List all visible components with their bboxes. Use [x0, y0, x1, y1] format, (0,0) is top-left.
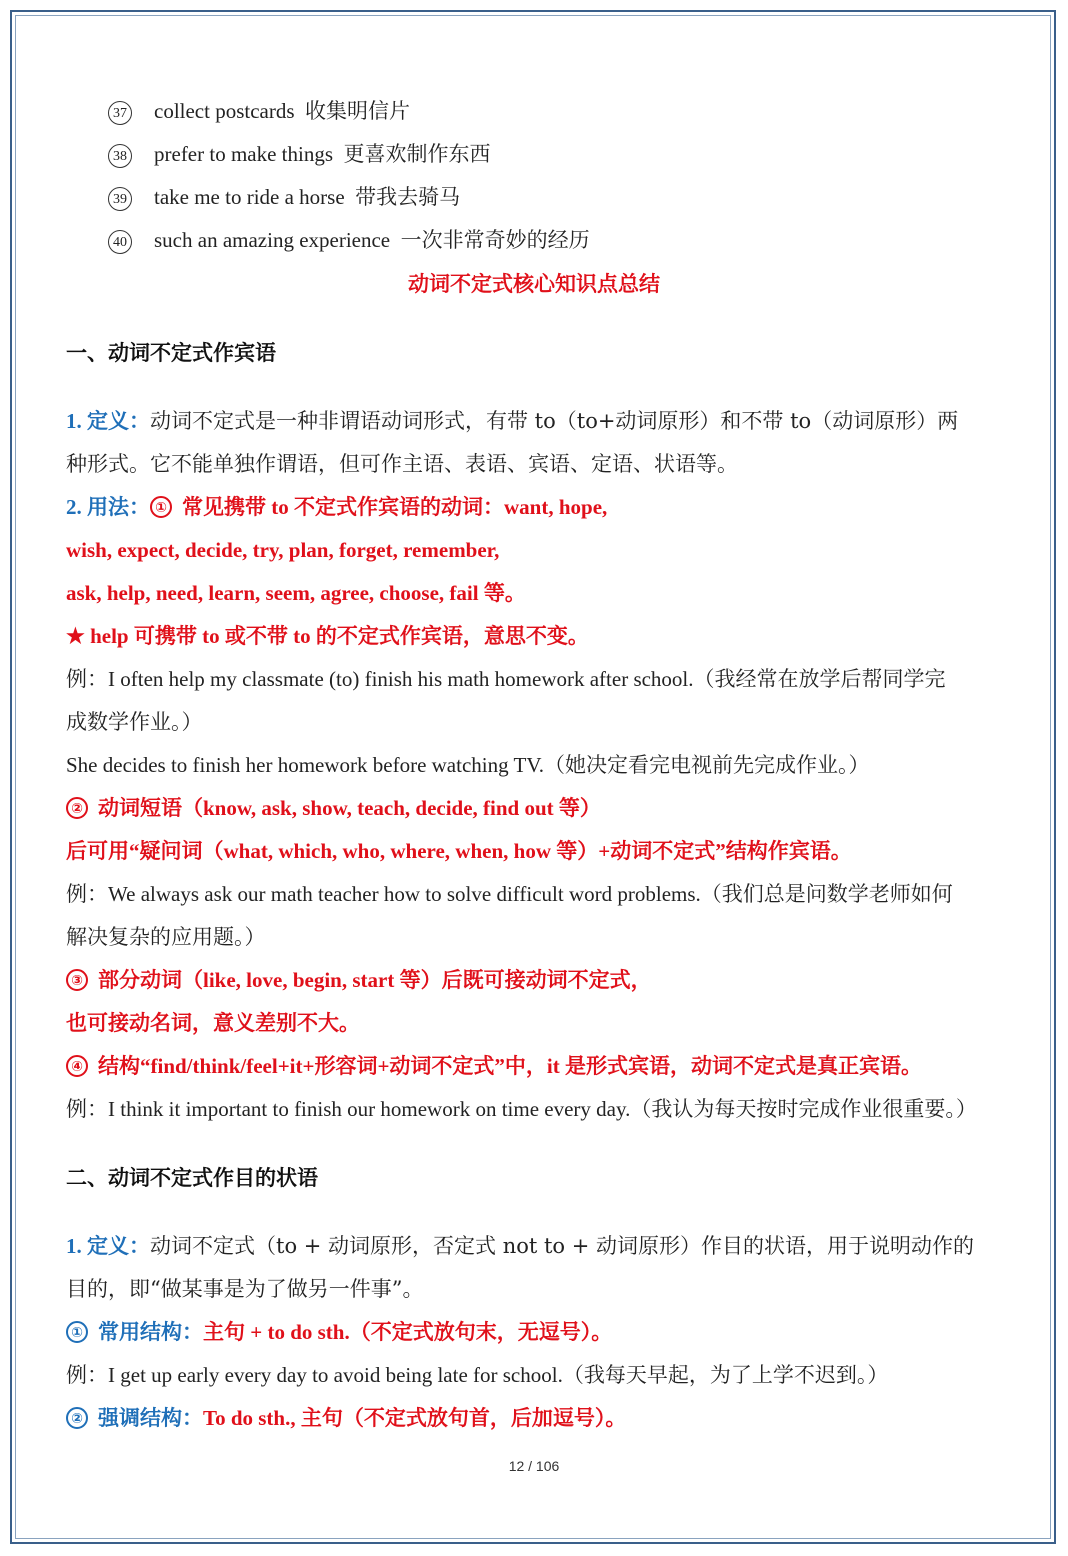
structure-text: 主句 + to do sth.（不定式放句末，无逗号）。 [203, 1320, 613, 1344]
definition-text: 动词不定式是一种非谓语动词形式，有带 to（to+动词原形）和不带 to（动词原形）两 [150, 409, 959, 433]
circled-number: ④ [66, 1055, 88, 1077]
vocab-en: prefer to make things [154, 142, 334, 166]
example-line: 例：I think it important to finish our homework on time every day.（我认为每天按时完成作业很重要。） [66, 1097, 977, 1121]
page-number: 12 / 106 [508, 1458, 560, 1474]
circled-number: ① [66, 1321, 88, 1343]
vocab-item [108, 182, 460, 212]
item-number: 38 [108, 144, 132, 168]
vocab-zh: 带我去骑马 [355, 185, 461, 209]
example-line: 成数学作业。） [66, 710, 203, 734]
structure-text: To do sth., 主句（不定式放句首，后加逗号）。 [203, 1406, 627, 1430]
item-number: 39 [108, 187, 132, 211]
circled-number: ② [66, 797, 88, 819]
item-number: 40 [108, 230, 132, 254]
usage-line [66, 492, 607, 522]
example-line: 例：We always ask our math teacher how to solve difficult word problems.（我们总是问数学老师如何 [66, 882, 953, 906]
structure-label: 强调结构： [98, 1406, 203, 1430]
page-title: 动词不定式核心知识点总结 [408, 272, 660, 296]
usage-text: wish, expect, decide, try, plan, forget, remember, [66, 538, 500, 562]
usage-text: 动词短语（know, ask, show, teach, decide, find out 等） [98, 796, 601, 820]
vocab-zh: 一次非常奇妙的经历 [400, 228, 590, 252]
vocab-item [108, 139, 491, 169]
usage-label: 2. 用法： [66, 495, 150, 519]
usage-text: ask, help, need, learn, seem, agree, choose, fail 等。 [66, 581, 526, 605]
section-heading: 一、动词不定式作宾语 [66, 341, 276, 365]
structure-line [66, 1403, 626, 1433]
usage-text: 部分动词（like, love, begin, start 等）后既可接动词不定式， [98, 968, 652, 992]
section-heading: 二、动词不定式作目的状语 [66, 1166, 318, 1190]
example-line: 例：I get up early every day to avoid being late for school.（我每天早起，为了上学不迟到。） [66, 1363, 889, 1387]
definition-text: 动词不定式（to + 动词原形，否定式 not to + 动词原形）作目的状语，用于说明动作的 [150, 1234, 975, 1258]
vocab-zh: 更喜欢制作东西 [343, 142, 491, 166]
circled-number: ① [150, 496, 172, 518]
star-note: ★ help 可携带 to 或不带 to 的不定式作宾语，意思不变。 [66, 624, 589, 648]
definition-text: 目的，即“做某事是为了做另一件事”。 [66, 1277, 424, 1301]
vocab-en: such an amazing experience [154, 228, 391, 252]
definition-line [66, 406, 958, 436]
usage-line [66, 965, 652, 995]
example-line: 例：I often help my classmate (to) finish his math homework after school.（我经常在放学后帮同学完 [66, 667, 946, 691]
usage-text: 也可接动名词，意义差别不大。 [66, 1011, 360, 1035]
vocab-item [108, 225, 590, 255]
usage-text: 后可用“疑问词（what, which, who, where, when, how 等）+动词不定式”结构作宾语。 [66, 839, 852, 863]
usage-text: 结构“find/think/feel+it+形容词+动词不定式”中，it 是形式宾语，动词不定式是真正宾语。 [98, 1054, 922, 1078]
example-line: 解决复杂的应用题。） [66, 925, 266, 949]
usage-line [66, 1051, 922, 1081]
definition-label: 1. 定义： [66, 409, 150, 433]
definition-text: 种形式。它不能单独作谓语，但可作主语、表语、宾语、定语、状语等。 [66, 452, 738, 476]
definition-label: 1. 定义： [66, 1234, 150, 1258]
usage-text: 常见携带 to 不定式作宾语的动词：want, hope, [182, 495, 608, 519]
structure-label: 常用结构： [98, 1320, 203, 1344]
usage-line [66, 793, 601, 823]
vocab-en: take me to ride a horse [154, 185, 345, 209]
example-line: She decides to finish her homework before watching TV.（她决定看完电视前先完成作业。） [66, 753, 870, 777]
item-number: 37 [108, 101, 132, 125]
vocab-en: collect postcards [154, 99, 295, 123]
circled-number: ③ [66, 969, 88, 991]
vocab-zh: 收集明信片 [305, 99, 411, 123]
circled-number: ② [66, 1407, 88, 1429]
structure-line [66, 1317, 612, 1347]
definition-line [66, 1231, 974, 1261]
vocab-item [108, 96, 410, 126]
